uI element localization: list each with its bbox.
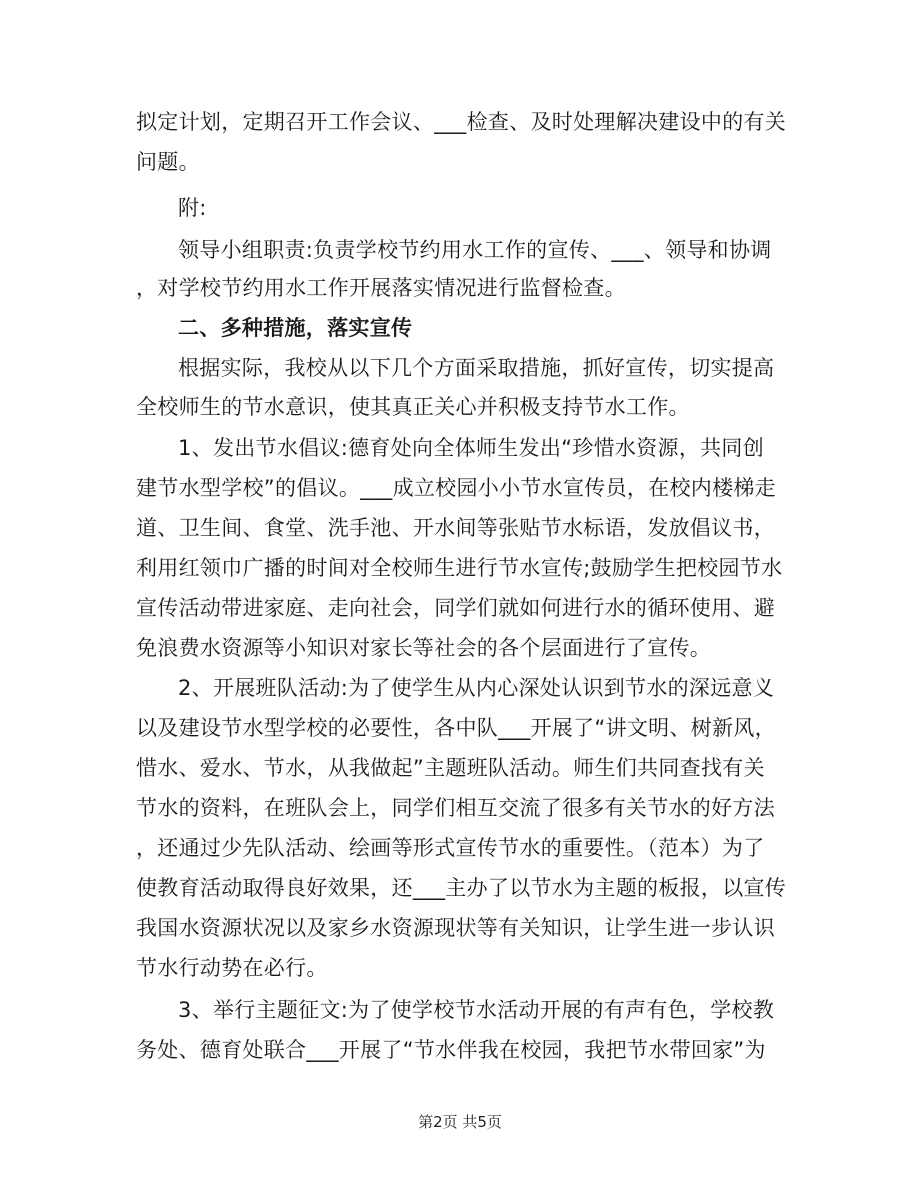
- page-number: 第2页 共5页: [418, 1113, 502, 1131]
- paragraph-1-line-2: 问题。: [136, 150, 200, 174]
- item-2-line-3: 惜水、爱水、节水，从我做起”主题班队活动。师生们共同查找有关: [136, 756, 765, 780]
- attachment-line-2: ，对学校节约用水工作开展落实情况进行监督检查。: [136, 276, 626, 300]
- item-2-line-6: 使教育活动取得良好效果，还___主办了以节水为主题的板报，以宣传: [136, 876, 787, 900]
- item-1-line-4: 利用红领巾广播的时间对全校师生进行节水宣传;鼓励学生把校园节水: [136, 556, 783, 580]
- item-3-line-1: 3、举行主题征文:为了使学校节水活动开展的有声有色，学校教: [178, 998, 775, 1022]
- item-2-line-1: 2、开展班队活动:为了使学生从内心深处认识到节水的深远意义: [178, 676, 775, 700]
- item-2-line-2: 以及建设节水型学校的必要性，各中队___开展了“讲文明、树新风，: [136, 716, 776, 740]
- item-3-line-2: 务处、德育处联合___开展了“节水伴我在校园，我把节水带回家”为: [136, 1038, 766, 1062]
- item-2-line-5: ，还通过少先队活动、绘画等形式宣传节水的重要性。（范本）为了: [136, 836, 765, 860]
- item-1-line-6: 免浪费水资源等小知识对家长等社会的各个层面进行了宣传。: [136, 636, 712, 660]
- item-1-line-3: 道、卫生间、食堂、洗手池、开水间等张贴节水标语，发放倡议书，: [136, 516, 775, 540]
- item-1-line-1: 1、发出节水倡议:德育处向全体师生发出“珍惜水资源，共同创: [178, 436, 765, 460]
- item-2-line-4: 节水的资料，在班队会上，同学们相互交流了很多有关节水的好方法: [136, 796, 775, 820]
- attachment-line-1: 领导小组职责:负责学校节约用水工作的宣传、___、领导和协调: [178, 238, 772, 262]
- item-1-line-2: 建节水型学校”的倡议。___成立校园小小节水宣传员，在校内楼梯走: [136, 476, 776, 500]
- item-2-line-7: 我国水资源状况以及家乡水资源现状等有关知识，让学生进一步认识: [136, 916, 775, 940]
- paragraph-1-line-1: 拟定计划，定期召开工作会议、___检查、及时处理解决建设中的有关: [136, 110, 787, 134]
- section-heading: 二、多种措施，落实宣传: [178, 316, 413, 340]
- intro-line-2: 全校师生的节水意识，使其真正关心并积极支持节水工作。: [136, 395, 690, 419]
- item-1-line-5: 宣传活动带进家庭、走向社会，同学们就如何进行水的循环使用、避: [136, 596, 775, 620]
- attachment-label: 附:: [178, 196, 207, 220]
- item-2-line-8: 节水行动势在必行。: [136, 956, 328, 980]
- intro-line-1: 根据实际，我校从以下几个方面采取措施，抓好宣传，切实提高: [178, 356, 775, 380]
